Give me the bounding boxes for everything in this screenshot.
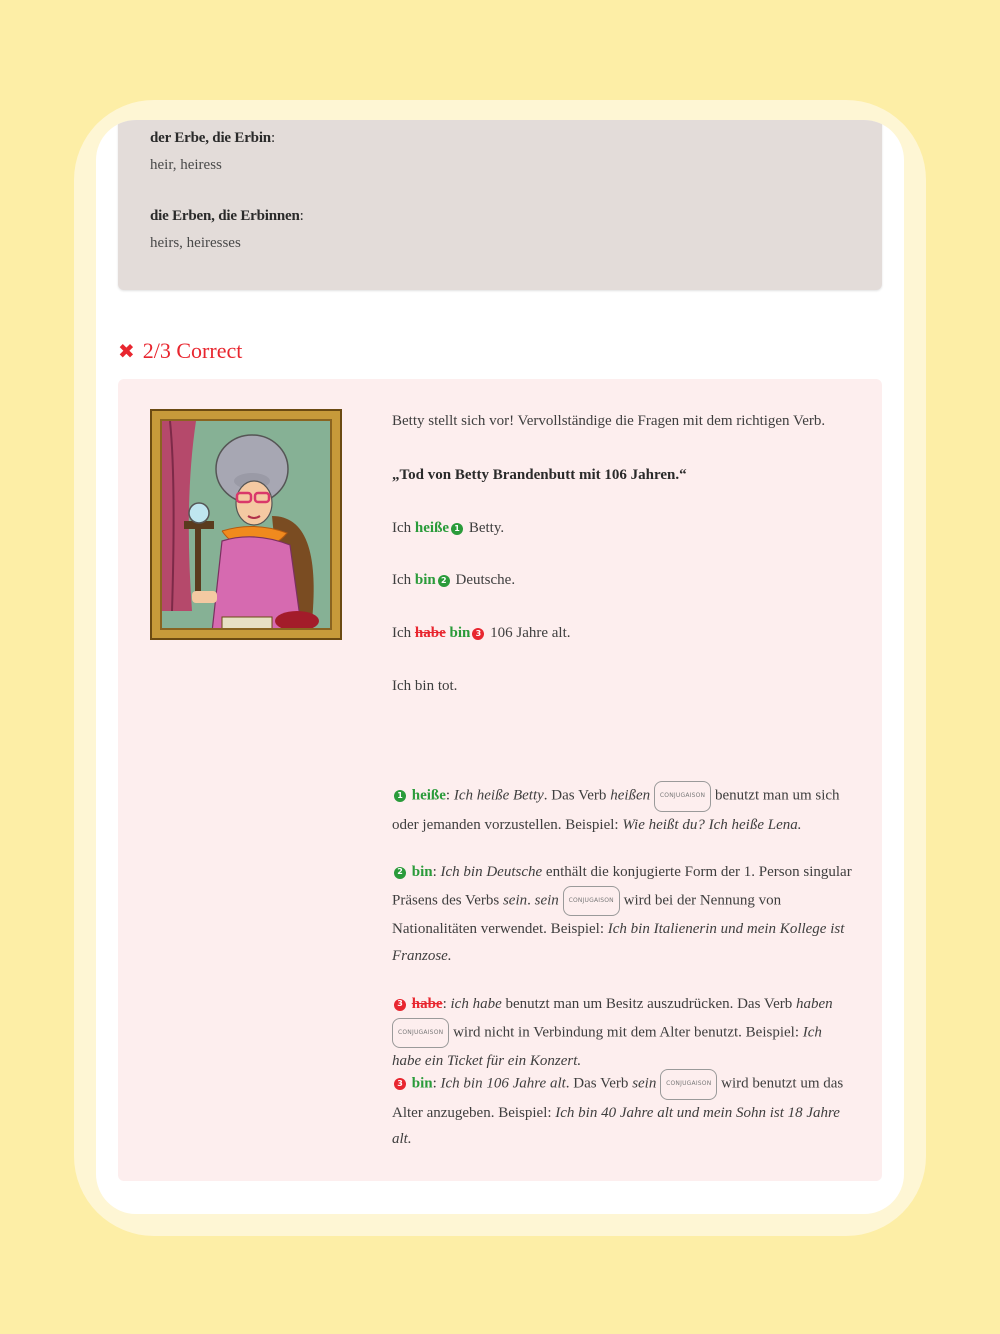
badge-1-icon: 1	[394, 790, 406, 802]
sentence-1: Ich heiße 1 Betty.	[392, 520, 505, 536]
conjugation-chip[interactable]: CONJUGAISON	[392, 1018, 449, 1049]
conjugation-chip[interactable]: CONJUGAISON	[660, 1069, 717, 1100]
answer-correct[interactable]: bin	[414, 572, 436, 588]
conjugation-chip[interactable]: CONJUGAISON	[654, 781, 711, 812]
vocab-term: die Erben, die Erbinnen:	[150, 208, 304, 224]
betty-portrait-image	[150, 409, 342, 640]
sentence-2: Ich bin 2 Deutsche.	[392, 572, 516, 588]
badge-3-icon: 3	[394, 999, 406, 1011]
badge-1-icon: 1	[451, 523, 463, 535]
badge-3-icon: 3	[394, 1078, 406, 1090]
content-screen	[96, 120, 904, 1214]
badge-3-icon: 3	[472, 628, 484, 640]
portrait-illustration	[162, 421, 332, 630]
x-icon: ✖	[118, 339, 135, 363]
vocabulary-box	[118, 120, 882, 290]
vocab-term: der Erbe, die Erbin:	[150, 130, 275, 146]
vocab-definition: heirs, heiresses	[150, 235, 241, 251]
instruction-text: Betty stellt sich vor! Vervollständige die Fragen mit dem richtigen Verb.	[392, 413, 826, 429]
vocab-definition: heir, heiress	[150, 157, 222, 173]
quote-text: „Tod von Betty Brandenbutt mit 106 Jahren.“	[392, 467, 687, 483]
answer-corrected: bin	[449, 625, 471, 641]
answer-correct[interactable]: heiße	[414, 520, 450, 536]
sentence-3: Ich habe bin 3 106 Jahre alt.	[392, 625, 571, 641]
explanation-1: 1 heiße: Ich heiße Betty. Das Verb heißen CONJUGAISON benutzt man um sich oder jemanden vorzustellen. Beispiel: Wie heißt du? Ich heiße Lena.	[392, 781, 854, 838]
explanation-2: 2 bin: Ich bin Deutsche enthält die konjugierte Form der 1. Person singular Präsens des Verbs sein. sein CONJUGAISON wird bei der Nennung von Nationalitäten verwendet. Beispiel: Ich bin Italienerin und mein Kollege ist Franzose.	[392, 864, 852, 964]
conjugation-chip[interactable]: CONJUGAISON	[563, 886, 620, 917]
result-heading	[118, 338, 242, 364]
score-label: 2/3 Correct	[142, 338, 243, 363]
answer-wrong[interactable]: habe	[414, 625, 446, 641]
sentence-4: Ich bin tot.	[392, 678, 458, 694]
exercise-box	[118, 379, 882, 1181]
badge-2-icon: 2	[438, 575, 450, 587]
explanation-4: 3 bin: Ich bin 106 Jahre alt. Das Verb sein CONJUGAISON wird benutzt um das Alter anzugeben. Beispiel: Ich bin 40 Jahre alt und mein Sohn ist 18 Jahre alt.	[392, 1069, 854, 1153]
badge-2-icon: 2	[394, 867, 406, 879]
explanation-3: 3 habe: ich habe benutzt man um Besitz auszudrücken. Das Verb haben CONJUGAISON wird nicht in Verbindung mit dem Alter benutzt. Beispiel: Ich habe ein Ticket für ein Konzert.	[392, 996, 833, 1069]
